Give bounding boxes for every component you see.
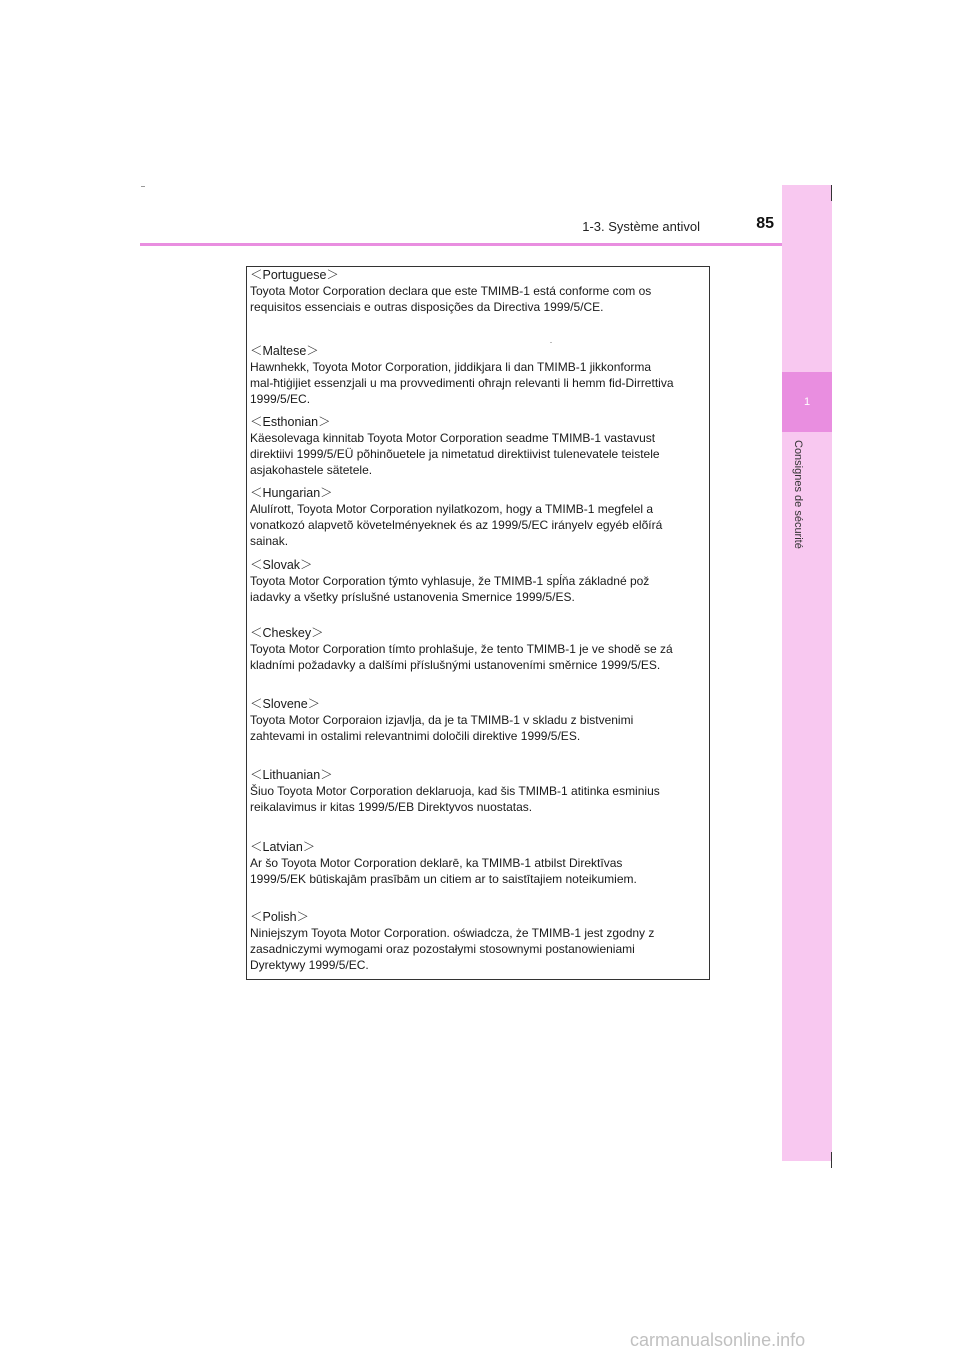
language-heading: ＜Cheskey＞ (250, 626, 324, 640)
section-title: 1-3. Système antivol (582, 219, 700, 234)
declaration-esthonian (250, 414, 710, 478)
declaration-line: Niniejszym Toyota Motor Corporation. oświadcza, że TMIMB-1 jest zgodny z (250, 926, 655, 940)
site-watermark: carmanualsonline.info (630, 1330, 806, 1350)
language-heading: ＜Lithuanian＞ (250, 768, 333, 782)
page-corner-mark (141, 186, 145, 187)
language-heading: ＜Esthonian＞ (250, 415, 331, 429)
language-heading: ＜Maltese＞ (250, 344, 319, 358)
declaration-line: sainak. (250, 534, 289, 548)
declaration-line: kladními požadavky a dalšími příslušnými ustanoveními směrnice 1999/5/ES. (250, 658, 661, 672)
crop-mark-bottom (831, 1152, 832, 1168)
declaration-latvian (250, 839, 710, 887)
declaration-line: asjakohastele sätetele. (250, 463, 373, 477)
declaration-polish (250, 909, 710, 973)
declaration-line: Toyota Motor Corporation tímto prohlašuje, že tento TMIMB-1 je ve shodě se zá (250, 642, 673, 656)
declaration-line: Alulírott, Toyota Motor Corporation nyilatkozom, hogy a TMIMB-1 megfelel a (250, 502, 654, 516)
language-heading: ＜Latvian＞ (250, 840, 316, 854)
language-heading: ＜Portuguese＞ (250, 268, 339, 282)
declaration-line: Toyota Motor Corporation declara que este TMIMB-1 está conforme com os (250, 284, 652, 298)
language-heading: ＜Slovene＞ (250, 697, 321, 711)
declaration-slovak (250, 557, 710, 605)
declaration-hungarian (250, 485, 710, 549)
declaration-line: Toyota Motor Corporation týmto vyhlasuje, že TMIMB-1 spĺňa základné pož (250, 574, 650, 588)
declaration-line: iadavky a všetky príslušné ustanovenia Smernice 1999/5/ES. (250, 590, 575, 604)
language-heading: ＜Slovak＞ (250, 558, 313, 572)
declaration-line: Šiuo Toyota Motor Corporation deklaruoja, kad šis TMIMB-1 atitinka esminius (250, 784, 660, 798)
declaration-line: Toyota Motor Corporaion izjavlja, da je ta TMIMB-1 v skladu z bistvenimi (250, 713, 634, 727)
declaration-slovene (250, 696, 710, 744)
declaration-line: direktiivi 1999/5/EÜ põhinõuetele ja nimetatud direktiivist tulenevatele teistele (250, 447, 660, 461)
chapter-side-tab (782, 185, 832, 1161)
declarations-box (246, 266, 710, 980)
chapter-label: Consignes de sécurité (792, 440, 804, 549)
declaration-maltese (250, 343, 710, 407)
crop-mark-top (831, 185, 832, 201)
declaration-line: zasadniczymi wymogami oraz pozostałymi stosownymi postanowieniami (250, 942, 635, 956)
header-rule (140, 243, 832, 246)
language-heading: ＜Polish＞ (250, 910, 310, 924)
language-heading: ＜Hungarian＞ (250, 486, 333, 500)
declaration-line: Ar šo Toyota Motor Corporation deklarē, ka TMIMB-1 atbilst Direktīvas (250, 856, 623, 870)
chapter-number-tab[interactable]: 1 (782, 372, 832, 432)
declaration-lithuanian (250, 767, 710, 815)
declaration-cheskey (250, 625, 710, 673)
declaration-line: requisitos essenciais e outras disposições da Directiva 1999/5/CE. (250, 300, 604, 314)
page-number: 85 (756, 215, 774, 232)
declaration-line: 1999/5/EK būtiskajām prasībām un citiem ar to saistītajiem noteikumiem. (250, 872, 637, 886)
declaration-line: Käesolevaga kinnitab Toyota Motor Corporation seadme TMIMB-1 vastavust (250, 431, 656, 445)
declaration-line: Hawnhekk, Toyota Motor Corporation, jiddikjara li dan TMIMB-1 jikkonforma (250, 360, 652, 374)
declaration-line: reikalavimus ir kitas 1999/5/EB Direktyvos nuostatas. (250, 800, 533, 814)
declaration-line: zahtevami in ostalimi relevantnimi določili direktive 1999/5/ES. (250, 729, 581, 743)
declaration-portuguese (250, 267, 710, 315)
declaration-line: Dyrektywy 1999/5/EC. (250, 958, 369, 972)
declaration-line: vonatkozó alapvetõ követelményeknek és az 1999/5/EC irányelv egyéb elõírá (250, 518, 663, 532)
declaration-line: 1999/5/EC. (250, 392, 311, 406)
declaration-line: mal-ħtiġijiet essenzjali u ma provvedimenti oħrajn relevanti li hemm fid-Dirrettiva (250, 376, 674, 390)
